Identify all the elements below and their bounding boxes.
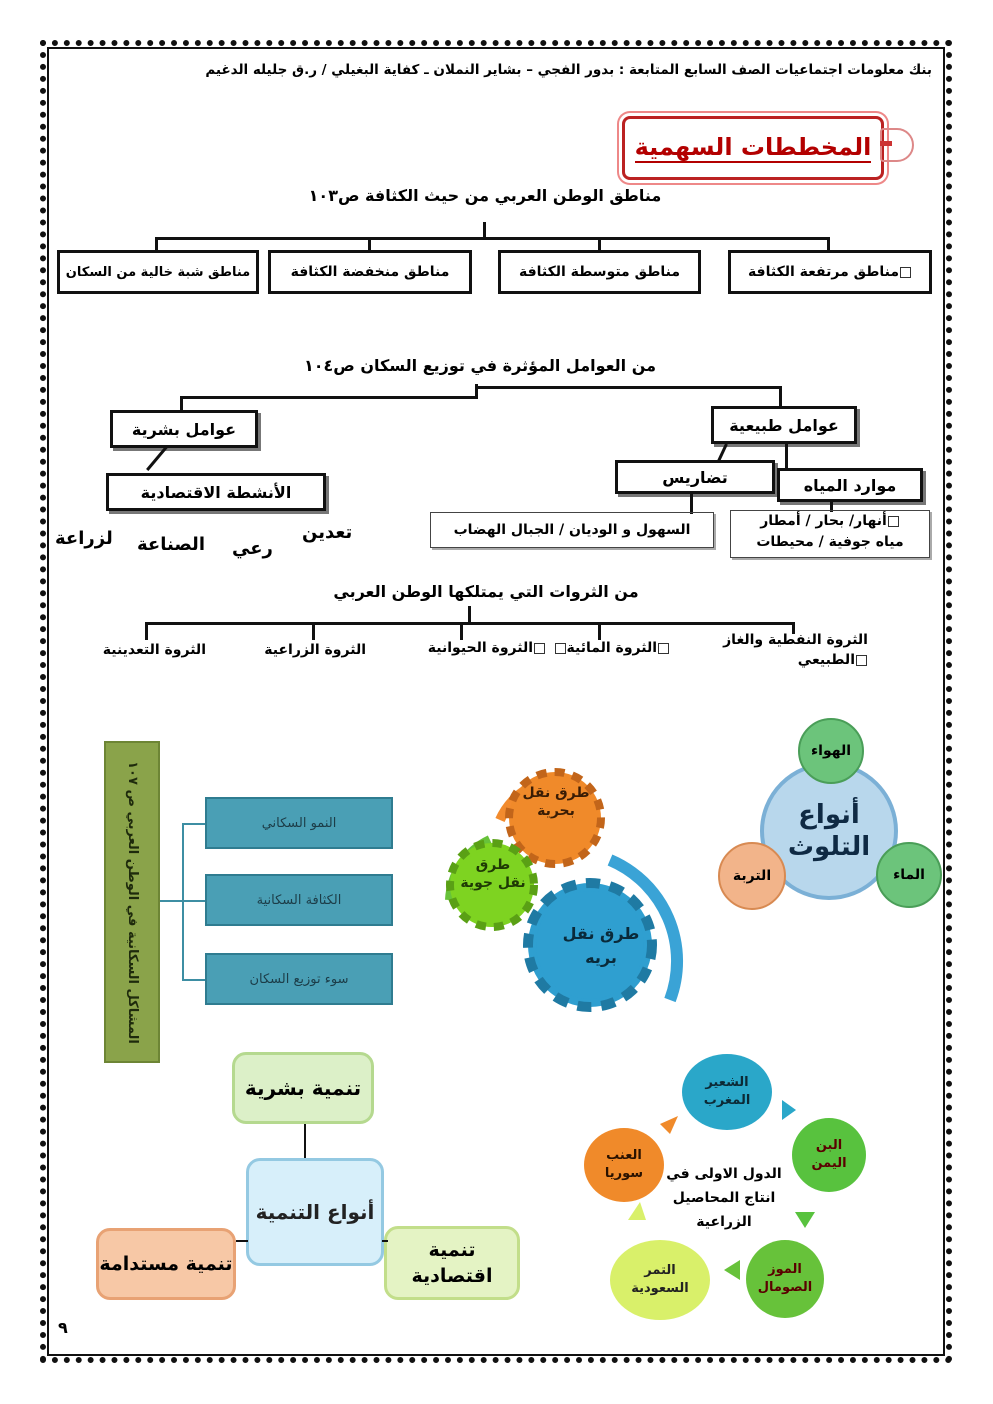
checkbox-icon (534, 643, 545, 654)
checkbox-icon (658, 643, 669, 654)
dev-link-human (304, 1124, 306, 1158)
density-medium: مناطق متوسطة الكثافة (498, 250, 701, 294)
terrain-detail-box: السهول و الوديان / الجبال الهضاب (430, 512, 714, 548)
transport-land: طرق نقل بريه (562, 924, 640, 967)
wealth-title: من الثروات التي يمتلكها الوطن العربي (333, 582, 639, 601)
page-number: ٩ (58, 1318, 68, 1337)
title-bullet (880, 141, 892, 146)
crop-banana: الموز الصومال (746, 1240, 824, 1318)
problems-tick (182, 900, 206, 902)
wealth-animal: الثروة الحيوانية (418, 640, 546, 656)
wealth-oil: الثروة النفطية والغاز الطبيعي (723, 632, 868, 668)
problems-title-bar (104, 741, 160, 1063)
checkbox-icon (856, 655, 867, 666)
factors-drop-left (180, 396, 183, 410)
crop-dates: التمر السعودية (610, 1240, 710, 1320)
problems-vertical (182, 823, 184, 981)
crops-arrows (600, 1080, 850, 1300)
checkbox-icon (888, 516, 899, 527)
activity-mining: تعدين (302, 522, 353, 543)
density-drop (368, 237, 371, 251)
crop-barley: الشعير المغرب (682, 1054, 772, 1130)
development-center: أنواع التنمية (246, 1158, 384, 1266)
pollution-center: أنواع التلوث (760, 762, 898, 900)
page-header: بنك معلومات اجتماعيات الصف السابع المتابعة : بدور الفجي – بشاير النملان ـ كفاية البغيلي / ر.ق جليله الدغيم (205, 62, 932, 78)
density-low: مناطق منخفضة الكثافة (268, 250, 472, 294)
factors-branch-left (180, 396, 478, 399)
water-box: موارد المياه (777, 468, 923, 502)
density-title: مناطق الوطن العربي من حيث الكثافة ص١٠٣ (308, 186, 662, 205)
arrow-down-icon (795, 1212, 815, 1228)
crops-center: الدول الاولى في انتاج المحاصيل الزراعية (666, 1166, 782, 1230)
economic-activities: الأنشطة الاقتصادية (106, 473, 326, 511)
terrain-box: تضاريس (615, 460, 775, 494)
crop-grapes: العنب سوريا (584, 1128, 664, 1202)
section-title: المخططات السهمية (634, 133, 872, 161)
wealth-mining: الثروة التعدينية (102, 642, 206, 658)
density-high: مناطق مرتفعة الكثافة (728, 250, 932, 294)
wealth-drop (598, 622, 601, 640)
activity-industry: الصناعة (137, 534, 205, 555)
activity-grazing: رعي (232, 538, 273, 559)
activity-agriculture: لزراعة (55, 528, 113, 549)
problem-distribution: سوء توزيع السكان (205, 953, 393, 1005)
wealth-water: الثروة المائية (565, 640, 670, 656)
density-stem (483, 222, 486, 238)
human-factors: عوامل بشرية (110, 410, 258, 448)
development-human: تنمية بشرية (232, 1052, 374, 1124)
transport-sea: طرق نقل بحرية (522, 785, 590, 819)
density-drop (155, 237, 158, 251)
problem-growth: النمو السكاني (205, 797, 393, 849)
problems-title: المشاكل السكانية في الوطن العربي ص ١٠٧ (124, 760, 140, 1044)
development-economic: تنمية اقتصادية (384, 1226, 520, 1300)
dev-link-economic (382, 1240, 388, 1242)
pollution-soil: التربة (718, 842, 786, 910)
wealth-drop (312, 622, 315, 640)
arrow-right-icon (782, 1100, 796, 1120)
wealth-drop (145, 622, 148, 640)
section-title-box (622, 116, 884, 180)
factors-branch-right (476, 386, 781, 389)
natural-to-water (785, 444, 788, 468)
factors-drop-right (779, 386, 782, 408)
checkbox-icon (555, 643, 566, 654)
pollution-water: الماء (876, 842, 942, 908)
wealth-drop (460, 622, 463, 640)
density-drop (827, 237, 830, 251)
natural-factors: عوامل طبيعية (711, 406, 857, 444)
arrow-up-right-icon (660, 1116, 678, 1134)
problems-tick (182, 979, 206, 981)
arrow-up-left-icon (628, 1202, 646, 1220)
wealth-agri: الثروة الزراعية (264, 642, 366, 658)
checkbox-icon (900, 267, 911, 278)
wealth-branch (145, 622, 795, 625)
dev-link-sustainable (236, 1240, 248, 1242)
problem-density: الكثافة السكانية (205, 874, 393, 926)
problems-tick (182, 823, 206, 825)
development-sustainable: تنمية مستدامة (96, 1228, 236, 1300)
pollution-air: الهواء (798, 718, 864, 784)
problems-connector (160, 900, 182, 902)
terrain-to-detail (690, 494, 693, 514)
transport-air: طرق نقل جوية (460, 857, 526, 891)
crop-coffee: البن اليمن (792, 1118, 866, 1192)
density-drop (598, 237, 601, 251)
density-branch (155, 237, 830, 240)
factors-title: من العوامل المؤثرة في توزيع السكان ص١٠٤ (303, 356, 657, 375)
water-detail-box: أنهار/ بحار / أمطار مياه جوفية / محيطات (730, 510, 930, 558)
density-empty: مناطق شبة خالية من السكان (57, 250, 259, 294)
arrow-left-icon (724, 1260, 740, 1280)
